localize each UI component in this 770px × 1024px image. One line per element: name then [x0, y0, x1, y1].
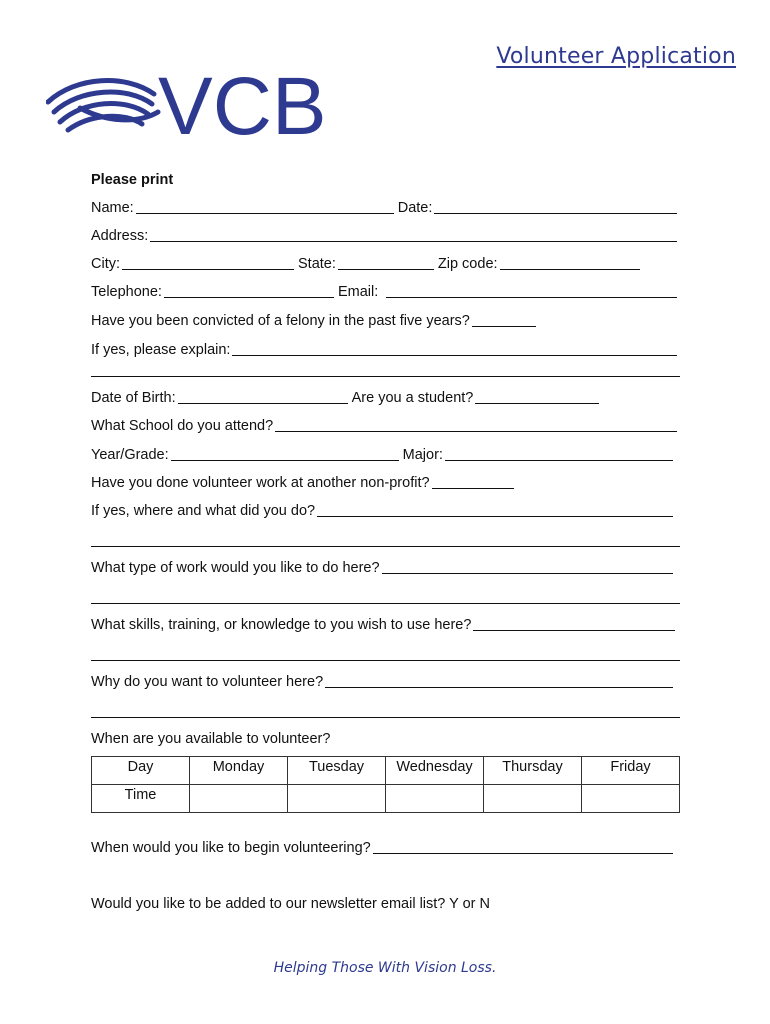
where-what-field[interactable]	[317, 515, 673, 517]
state-label: State:	[298, 256, 336, 272]
name-label: Name:	[91, 200, 134, 216]
date-field[interactable]	[434, 212, 677, 214]
why-extra-line[interactable]	[91, 717, 680, 718]
year-grade-field[interactable]	[171, 459, 399, 461]
tuesday-header-cell: Tuesday	[288, 757, 386, 785]
zip-field[interactable]	[500, 268, 640, 270]
nonprofit-label: Have you done volunteer work at another non-profit?	[91, 475, 430, 491]
newsletter-row	[91, 892, 681, 914]
felony-row	[91, 309, 681, 331]
vcb-logo	[46, 68, 336, 140]
available-label: When are you available to volunteer?	[91, 731, 331, 747]
skills-field[interactable]	[473, 629, 675, 631]
felony-label: Have you been convicted of a felony in the past five years?	[91, 313, 470, 329]
email-label: Email:	[337, 284, 379, 300]
year-grade-label: Year/Grade:	[91, 447, 169, 463]
city-field[interactable]	[122, 268, 294, 270]
dob-label: Date of Birth:	[91, 390, 176, 406]
why-row	[91, 670, 681, 692]
state-field[interactable]	[338, 268, 434, 270]
explain-row	[91, 338, 681, 360]
nonprofit-row	[91, 471, 681, 493]
tuesday-time-cell[interactable]	[288, 785, 386, 813]
footer-tagline: Helping Those With Vision Loss.	[273, 960, 497, 976]
begin-row	[91, 836, 681, 858]
thursday-time-cell[interactable]	[484, 785, 582, 813]
day-header-cell: Day	[92, 757, 190, 785]
nonprofit-field[interactable]	[432, 487, 514, 489]
address-field[interactable]	[150, 240, 677, 242]
time-row	[92, 785, 680, 813]
logo-text: VCB	[158, 68, 327, 140]
school-row	[91, 414, 681, 436]
wednesday-header-cell: Wednesday	[386, 757, 484, 785]
monday-header-cell: Monday	[190, 757, 288, 785]
available-row	[91, 727, 681, 749]
skills-label: What skills, training, or knowledge to you wish to use here?	[91, 617, 472, 633]
why-label: Why do you want to volunteer here?	[91, 674, 324, 690]
monday-time-cell[interactable]	[190, 785, 288, 813]
telephone-email-row	[91, 280, 681, 302]
work-type-label: What type of work would you like to do here?	[91, 560, 380, 576]
explain-field[interactable]	[232, 354, 677, 356]
address-row	[91, 224, 681, 246]
year-major-row	[91, 443, 681, 465]
telephone-field[interactable]	[164, 296, 334, 298]
felony-field[interactable]	[472, 325, 536, 327]
name-field[interactable]	[136, 212, 394, 214]
zip-label: Zip code:	[437, 256, 498, 272]
city-state-zip-row	[91, 252, 681, 274]
address-label: Address:	[91, 228, 149, 244]
work-type-row	[91, 556, 681, 578]
please-print-row	[91, 168, 681, 190]
begin-label: When would you like to begin volunteering?	[91, 840, 371, 856]
dob-field[interactable]	[178, 402, 348, 404]
availability-table	[91, 756, 680, 813]
skills-extra-line[interactable]	[91, 660, 680, 661]
city-label: City:	[91, 256, 120, 272]
where-what-extra-line[interactable]	[91, 546, 680, 547]
document-title: Volunteer Application	[496, 44, 736, 69]
student-label: Are you a student?	[351, 390, 474, 406]
begin-field[interactable]	[373, 852, 673, 854]
day-row	[92, 757, 680, 785]
where-what-row	[91, 499, 681, 521]
where-what-label: If yes, where and what did you do?	[91, 503, 316, 519]
friday-header-cell: Friday	[582, 757, 680, 785]
telephone-label: Telephone:	[91, 284, 162, 300]
friday-time-cell[interactable]	[582, 785, 680, 813]
skills-row	[91, 613, 681, 635]
time-label-cell: Time	[92, 785, 190, 813]
please-print-label: Please print	[91, 172, 174, 188]
email-field[interactable]	[386, 296, 677, 298]
school-label: What School do you attend?	[91, 418, 274, 434]
date-label: Date:	[397, 200, 433, 216]
school-field[interactable]	[275, 430, 677, 432]
work-type-field[interactable]	[382, 572, 673, 574]
dob-student-row	[91, 386, 681, 408]
newsletter-label: Would you like to be added to our newsletter email list? Y or N	[91, 896, 490, 912]
major-field[interactable]	[445, 459, 673, 461]
explain-label: If yes, please explain:	[91, 342, 231, 358]
student-field[interactable]	[475, 402, 599, 404]
thursday-header-cell: Thursday	[484, 757, 582, 785]
major-label: Major:	[402, 447, 443, 463]
name-date-row	[91, 196, 681, 218]
wednesday-time-cell[interactable]	[386, 785, 484, 813]
explain-extra-line[interactable]	[91, 376, 680, 377]
why-field[interactable]	[325, 686, 673, 688]
work-type-extra-line[interactable]	[91, 603, 680, 604]
